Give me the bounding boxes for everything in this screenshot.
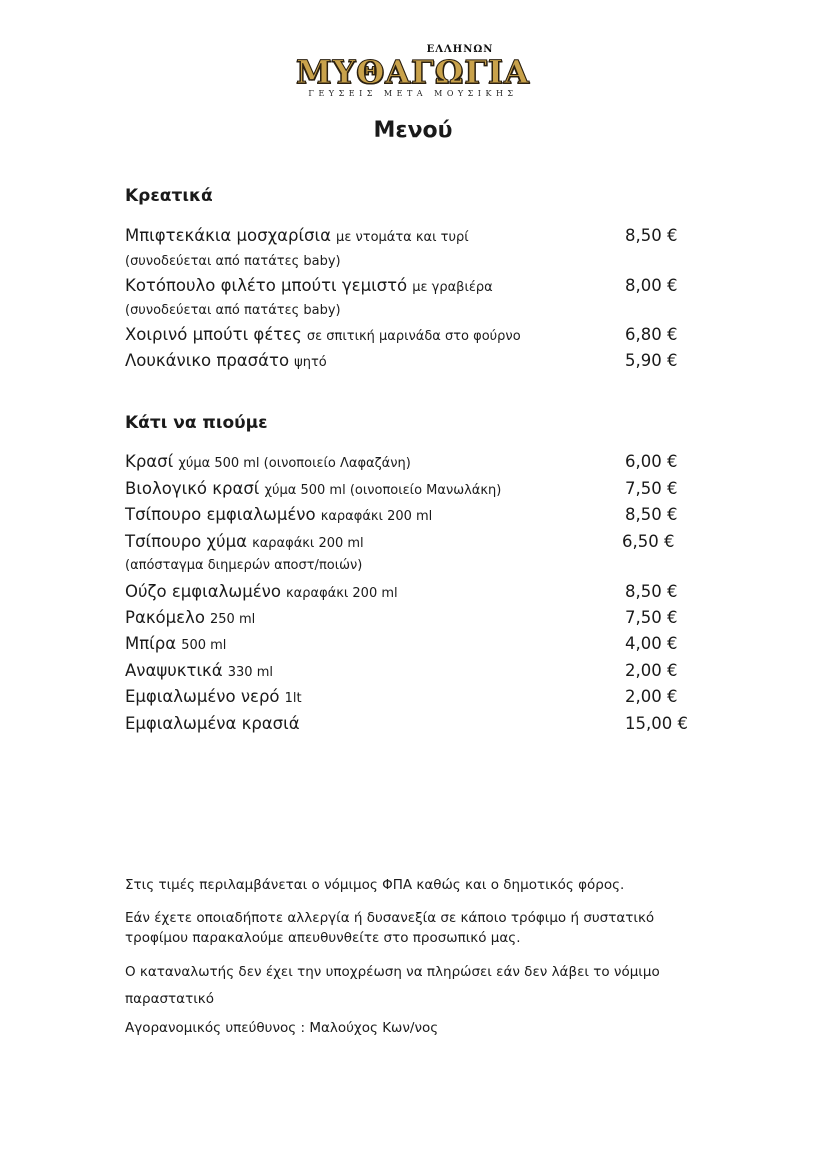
item-desc: 330 ml <box>227 665 273 680</box>
item-name: Τσίπουρο χύμα <box>125 532 247 551</box>
item-desc: 500 ml <box>181 638 227 653</box>
item-price: 7,50 € <box>625 608 678 627</box>
item-name: Λουκάνικο πρασάτο <box>125 351 290 370</box>
item-name: Μπίρα <box>125 634 177 653</box>
item-price: 2,00 € <box>625 661 678 680</box>
item-name: Βιολογικό κρασί <box>125 479 260 498</box>
item-desc: με γραβιέρα <box>412 280 493 295</box>
item-price: 6,50 € <box>622 532 675 551</box>
item-desc: ψητό <box>294 355 327 370</box>
item-desc: καραφάκι 200 ml <box>252 536 364 551</box>
menu-item <box>125 479 725 505</box>
menu-item <box>125 226 725 252</box>
logo-main-text: ΜΥΘΑΓΩΓΙΑ <box>296 53 530 91</box>
menu-item <box>125 687 725 713</box>
restaurant-logo <box>0 44 826 98</box>
item-price: 6,00 € <box>625 452 678 471</box>
item-price: 2,00 € <box>625 687 678 706</box>
menu-item <box>125 325 725 351</box>
menu-item <box>125 532 725 558</box>
item-name: Κρασί <box>125 452 174 471</box>
item-note: (απόσταγμα διημερών αποστ/ποιών) <box>125 558 363 573</box>
item-price: 8,50 € <box>625 226 678 245</box>
item-name: Ούζο εμφιαλωμένο <box>125 582 281 601</box>
item-desc: 1lt <box>284 691 302 706</box>
item-desc: 250 ml <box>210 612 256 627</box>
item-desc: καραφάκι 200 ml <box>320 509 433 524</box>
item-desc: χύμα 500 ml (οινοποιείο Λαφαζάνη) <box>178 456 411 471</box>
allergy-note: Εάν έχετε οποιαδήποτε αλλεργία ή δυσανεξία σε κάποιο τρόφιμο ή συστατικό τροφίμου παρακαλούμε απευθυνθείτε στο προσωπικό μας. <box>125 910 655 946</box>
section-title-meats: Κρεατικά <box>125 186 213 206</box>
item-note: (συνοδεύεται από πατάτες baby) <box>125 254 341 269</box>
item-price: 8,50 € <box>625 582 678 601</box>
menu-item <box>125 276 725 302</box>
item-note: (συνοδεύεται από πατάτες baby) <box>125 303 341 318</box>
item-name: Αναψυκτικά <box>125 661 223 680</box>
menu-item <box>125 634 725 660</box>
item-name: Χοιρινό μπούτι φέτες <box>125 325 302 344</box>
item-name: Τσίπουρο εμφιαλωμένο <box>125 505 316 524</box>
item-price: 7,50 € <box>625 479 678 498</box>
item-price: 6,80 € <box>625 325 678 344</box>
menu-item <box>125 452 725 478</box>
receipt-note: Ο καταναλωτής δεν έχει την υποχρέωση να πληρώσει εάν δεν λάβει το νόμιμο παραστατικό <box>125 964 660 1007</box>
item-desc: σε σπιτική μαρινάδα στο φούρνο <box>306 329 521 344</box>
menu-item <box>125 582 725 608</box>
item-name: Ρακόμελο <box>125 608 205 627</box>
item-name: Εμφιαλωμένα κρασιά <box>125 714 300 733</box>
menu-item <box>125 351 725 377</box>
item-price: 8,50 € <box>625 505 678 524</box>
item-price: 4,00 € <box>625 634 678 653</box>
menu-item <box>125 661 725 687</box>
menu-item <box>125 505 725 531</box>
logo-tagline: ΓΕΥΣΕΙΣ ΜΕΤΑ ΜΟΥΣΙΚΗΣ <box>308 89 518 98</box>
item-name: Κοτόπουλο φιλέτο μπούτι γεμιστό <box>125 276 408 295</box>
page-title: Μενού <box>373 118 453 143</box>
item-price: 8,00 € <box>625 276 678 295</box>
item-desc: με ντομάτα και τυρί <box>336 230 469 245</box>
logo-top-text: ΕΛΛΗΝΩΝ <box>426 44 494 55</box>
item-price: 5,90 € <box>625 351 678 370</box>
vat-note: Στις τιμές περιλαμβάνεται ο νόμιμος ΦΠΑ καθώς και ο δημοτικός φόρος. <box>125 877 625 893</box>
item-desc: χύμα 500 ml (οινοποιείο Μανωλάκη) <box>264 483 502 498</box>
item-price: 15,00 € <box>625 714 688 733</box>
item-name: Μπιφτεκάκια μοσχαρίσια <box>125 226 331 245</box>
menu-item <box>125 608 725 634</box>
menu-item <box>125 714 725 740</box>
item-desc: καραφάκι 200 ml <box>286 586 398 601</box>
section-title-drinks: Κάτι να πιούμε <box>125 413 268 433</box>
responsible-person: Αγορανομικός υπεύθυνος : Μαλούχος Κων/νος <box>125 1020 439 1036</box>
item-name: Εμφιαλωμένο νερό <box>125 687 280 706</box>
